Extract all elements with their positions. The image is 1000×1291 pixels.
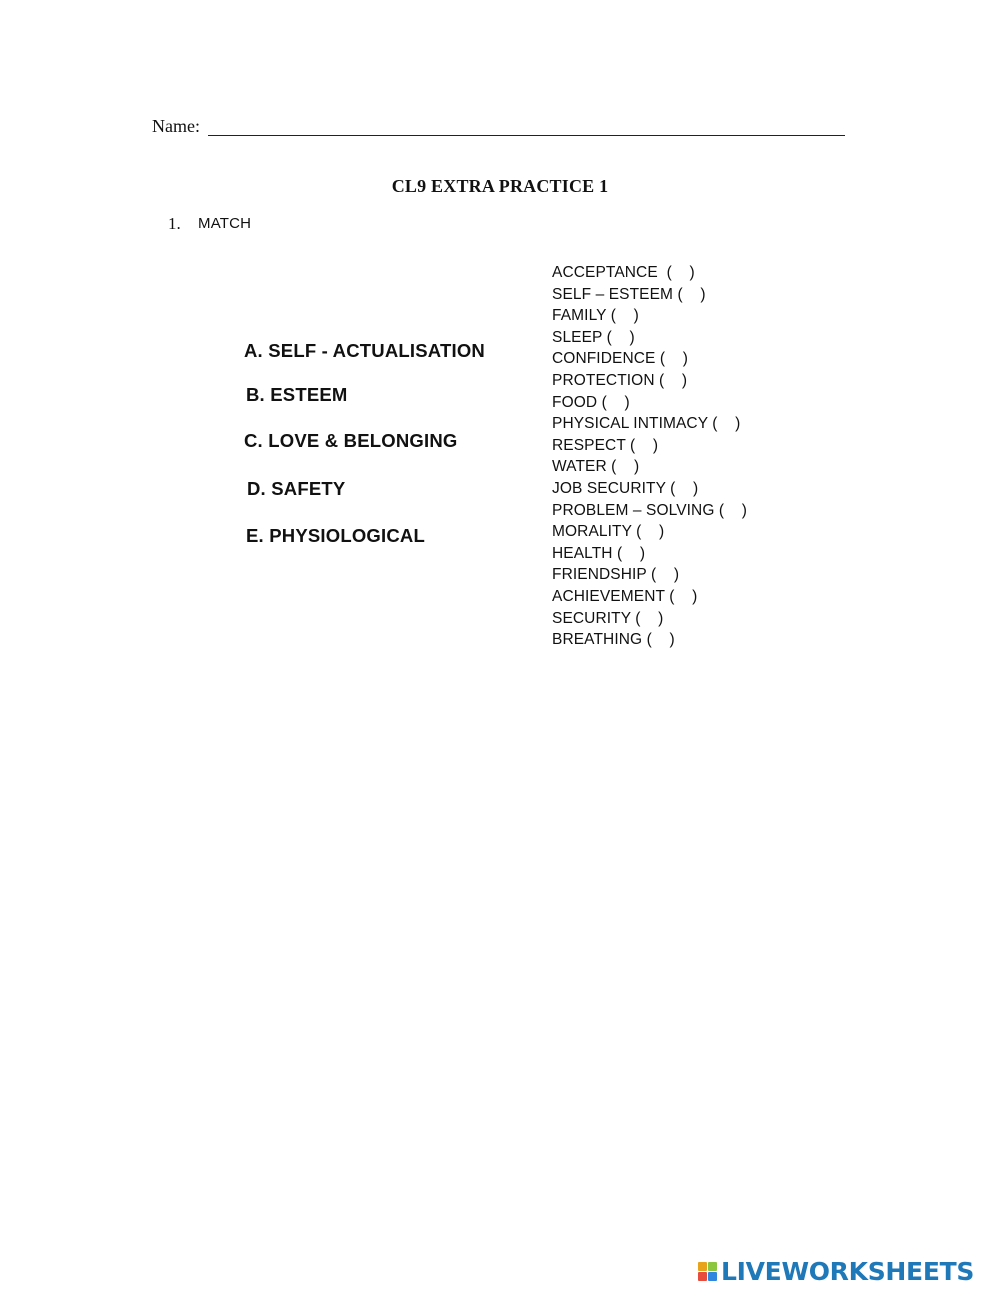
- answer-blank[interactable]: ( ): [655, 350, 689, 368]
- category-b: B. ESTEEM: [246, 384, 348, 405]
- list-item: [552, 543, 747, 565]
- list-item: [552, 564, 747, 586]
- name-label: Name:: [152, 116, 200, 136]
- list-item: [552, 305, 747, 327]
- item-label: PROTECTION: [552, 371, 655, 389]
- list-item: [552, 435, 747, 457]
- answer-blank[interactable]: ( ): [646, 566, 680, 584]
- answer-blank[interactable]: ( ): [654, 371, 688, 389]
- answer-blank[interactable]: ( ): [673, 285, 706, 303]
- question-number: 1.: [168, 214, 181, 233]
- category-a: A. SELF - ACTUALISATION: [244, 340, 485, 361]
- logo-square-icon: [698, 1262, 707, 1271]
- item-label: FAMILY: [552, 307, 607, 325]
- name-underline[interactable]: [208, 135, 845, 136]
- item-label: PHYSICAL INTIMACY: [552, 415, 708, 433]
- answer-blank[interactable]: ( ): [714, 501, 748, 519]
- liveworksheets-logo: [698, 1256, 974, 1286]
- list-item: [552, 370, 747, 392]
- answer-blank[interactable]: ( ): [657, 264, 695, 281]
- answer-blank[interactable]: ( ): [625, 436, 659, 454]
- list-item: [552, 413, 747, 435]
- item-label: FRIENDSHIP: [552, 566, 647, 584]
- list-item: [552, 608, 747, 630]
- item-label: SELF – ESTEEM: [552, 285, 674, 303]
- logo-mark-icon: [698, 1262, 717, 1281]
- category-d: D. SAFETY: [247, 478, 346, 499]
- list-item: [552, 629, 747, 651]
- item-label: RESPECT: [552, 436, 626, 454]
- item-label: FOOD: [552, 393, 598, 411]
- item-label: JOB SECURITY: [552, 479, 666, 497]
- answer-blank[interactable]: ( ): [606, 458, 640, 476]
- item-label: ACHIEVEMENT: [552, 587, 665, 605]
- item-label: HEALTH: [552, 544, 613, 562]
- answer-blank[interactable]: ( ): [602, 328, 635, 346]
- item-label: PROBLEM – SOLVING: [552, 501, 715, 519]
- item-label: SLEEP: [552, 328, 603, 346]
- answer-blank[interactable]: ( ): [642, 631, 675, 649]
- question-text: MATCH: [198, 215, 252, 232]
- list-item: [552, 478, 747, 500]
- list-item: [552, 348, 747, 370]
- item-label: SECURITY: [552, 609, 631, 627]
- category-e: E. PHYSIOLOGICAL: [246, 525, 425, 546]
- list-item: [552, 392, 747, 414]
- answer-blank[interactable]: ( ): [597, 393, 630, 411]
- answer-blank[interactable]: ( ): [664, 587, 698, 605]
- answer-blank[interactable]: ( ): [707, 415, 741, 433]
- list-item: [552, 327, 747, 349]
- answer-blank[interactable]: ( ): [631, 523, 665, 541]
- answer-blank[interactable]: ( ): [612, 544, 646, 562]
- category-c: C. LOVE & BELONGING: [244, 430, 458, 451]
- item-label: CONFIDENCE: [552, 350, 656, 368]
- match-items-list: [552, 262, 747, 651]
- answer-blank[interactable]: ( ): [665, 479, 699, 497]
- list-item: [552, 262, 747, 284]
- logo-text: LIVEWORKSHEETS: [721, 1256, 975, 1286]
- logo-square-icon: [708, 1272, 717, 1281]
- list-item: [552, 456, 747, 478]
- list-item: [552, 521, 747, 543]
- list-item: [552, 500, 747, 522]
- item-label: MORALITY: [552, 523, 632, 541]
- list-item: [552, 284, 747, 306]
- worksheet-title: CL9 EXTRA PRACTICE 1: [391, 176, 609, 196]
- logo-square-icon: [708, 1262, 717, 1271]
- name-row: [152, 116, 200, 137]
- list-item: [552, 586, 747, 608]
- item-label: ACCEPTANCE: [552, 264, 658, 281]
- logo-square-icon: [698, 1272, 707, 1281]
- item-label: WATER: [552, 458, 607, 476]
- item-label: BREATHING: [552, 631, 643, 649]
- answer-blank[interactable]: ( ): [630, 609, 664, 627]
- answer-blank[interactable]: ( ): [606, 307, 639, 325]
